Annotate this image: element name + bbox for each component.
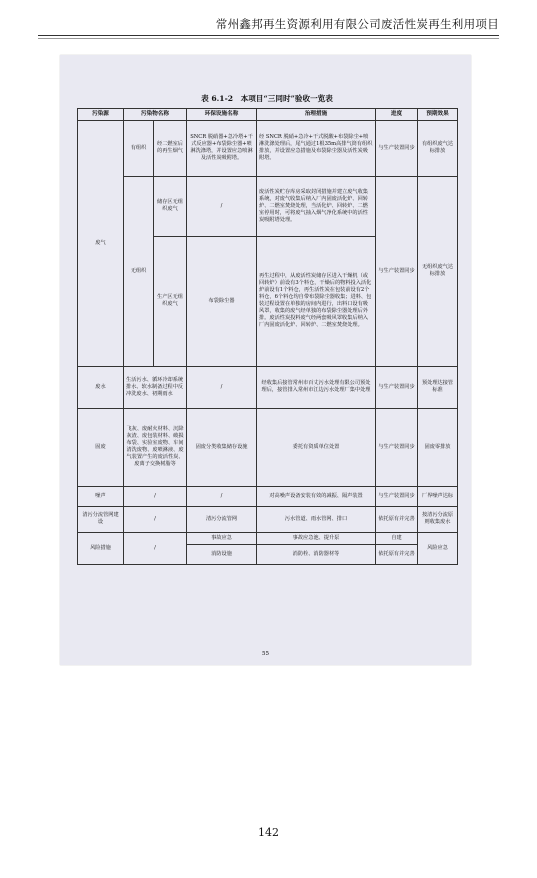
cell-progress: 与生产装置同步: [376, 366, 418, 408]
cell-measure: 委托有资质单位处置: [257, 408, 376, 486]
col-source: 污染源: [78, 109, 124, 121]
table-row: [78, 532, 458, 544]
cell-pollutant: /: [124, 532, 187, 564]
table-row: [78, 366, 458, 408]
cell-pollutant: 生活污水、循环冷却系统排水、软水制备过程中反冲洗废水、初期雨水: [124, 366, 187, 408]
cell-facility: 布袋除尘器: [187, 236, 257, 366]
cell-facility: /: [187, 176, 257, 236]
col-measure: 治理措施: [257, 109, 376, 121]
cell-measure: 废活性炭贮存库房采取封闭措施并建立废气收集系统，对废气收集后纳入厂内固废活化炉、回转炉、二燃室焚烧处理，当活化炉、回转炉、二燃室停用时，可将废气抽入烟气净化系统中的活性炭吸附塔处理。: [257, 176, 376, 236]
cell-facility: SNCR 脱硝器+急冷塔+干式反应器+布袋除尘器+喷淋洗涤塔，并设置应急喷淋及活性炭吸附塔。: [187, 120, 257, 176]
cell-effect: 按清污分流原则收集废水: [418, 506, 458, 532]
col-effect: 预期效果: [418, 109, 458, 121]
cell-measure: 对高噪声设备安装有效的减振、隔声装置: [257, 486, 376, 506]
cell-pollutant-type: 无组织: [124, 176, 154, 366]
table-row: [78, 176, 458, 236]
cell-progress: 与生产装置同步: [376, 486, 418, 506]
cell-progress: 与生产装置同步: [376, 408, 418, 486]
table-row: [78, 120, 458, 176]
cell-facility: /: [187, 486, 257, 506]
page-number: 142: [258, 826, 279, 839]
cell-progress: 与生产装置同步: [376, 120, 418, 176]
cell-pollutant: /: [124, 506, 187, 532]
table-area: [77, 94, 457, 565]
cell-source: 废水: [78, 366, 124, 408]
cell-measure: 污水管道、雨水管网、排口: [257, 506, 376, 532]
header-rule: [38, 38, 499, 39]
cell-facility: 清污分流管网: [187, 506, 257, 532]
cell-effect: 厂界噪声达标: [418, 486, 458, 506]
cell-facility: 固废分类收集储存设施: [187, 408, 257, 486]
cell-source: 风险措施: [78, 532, 124, 564]
inner-page-number: 55: [262, 651, 269, 657]
col-pollutant: 污染物名称: [124, 109, 187, 121]
col-progress: 进度: [376, 109, 418, 121]
cell-effect: 有组织废气达标排放: [418, 120, 458, 176]
cell-measure: 事故应急池、提升泵: [257, 532, 376, 544]
cell-source: 废气: [78, 120, 124, 366]
cell-progress: 自建: [376, 532, 418, 544]
cell-pollutant: /: [124, 486, 187, 506]
cell-pollutant: 飞灰、废耐火材料、沉降灰渣、废包装材料、破损布袋、实验室废物、车间清洗废物、废喷淋液、废气装置产生的废活性炭、废离子交换树脂等: [124, 408, 187, 486]
table-title: 表 6.1-2 本项目“三同时”验收一览表: [201, 94, 333, 103]
cell-measure: 经 SNCR 脱硝+急冷+干式脱酸+布袋除尘+喷淋洗涤处理后，尾气通过1根35m高排气筒有组织排放，并设置应急措施及布袋除尘器及活性炭吸附塔。: [257, 120, 376, 176]
cell-source: 噪声: [78, 486, 124, 506]
table-header-row: [78, 109, 458, 121]
cell-measure: 再生过程中，从废活性炭储存区进入干燥机（或回转炉）前设有3个料仓，干燥后的物料投入活化炉前设有1个料仓，再生活性炭在包装前设有2个料仓，6个料仓均自带布袋除尘器收集；进料、包装过程设置在单独的房间内进行，出料口设有吸风罩，收集的废气经单独的布袋除尘器处理后外排。废活性炭投料废气经两套吸风罩收集后纳入厂内固废活化炉、回转炉、二燃室焚烧处理。: [257, 236, 376, 366]
scanned-page: [60, 55, 471, 665]
cell-source: 清污分流管网建设: [78, 506, 124, 532]
acceptance-table: [77, 108, 458, 565]
cell-effect: 无组织废气达标排放: [418, 176, 458, 366]
cell-pollutant: 储存区无组织废气: [154, 176, 187, 236]
cell-measure: 经收集后接管常州市百丈污水处理有限公司预处理后，接管排入常州市江边污水处理厂集中处理: [257, 366, 376, 408]
running-header: 常州鑫邦再生资源利用有限公司废活性炭再生利用项目: [38, 16, 499, 36]
cell-measure: 消防栓、消防器材等: [257, 544, 376, 564]
cell-effect: 固废零排放: [418, 408, 458, 486]
cell-progress: 与生产装置同步: [376, 176, 418, 366]
cell-facility: 消防设施: [187, 544, 257, 564]
cell-pollutant-type: 有组织: [124, 120, 154, 176]
table-row: [78, 408, 458, 486]
cell-progress: 依托原有并完善: [376, 506, 418, 532]
table-row: [78, 506, 458, 532]
cell-facility: /: [187, 366, 257, 408]
cell-pollutant: 生产区无组织废气: [154, 236, 187, 366]
cell-effect: 预处理达接管标准: [418, 366, 458, 408]
cell-effect: 风险应急: [418, 532, 458, 564]
cell-facility: 事故应急: [187, 532, 257, 544]
cell-source: 固废: [78, 408, 124, 486]
col-facility: 环保设施名称: [187, 109, 257, 121]
cell-progress: 依托原有并完善: [376, 544, 418, 564]
table-row: [78, 486, 458, 506]
cell-pollutant: 经二燃室后的再生烟气: [154, 120, 187, 176]
